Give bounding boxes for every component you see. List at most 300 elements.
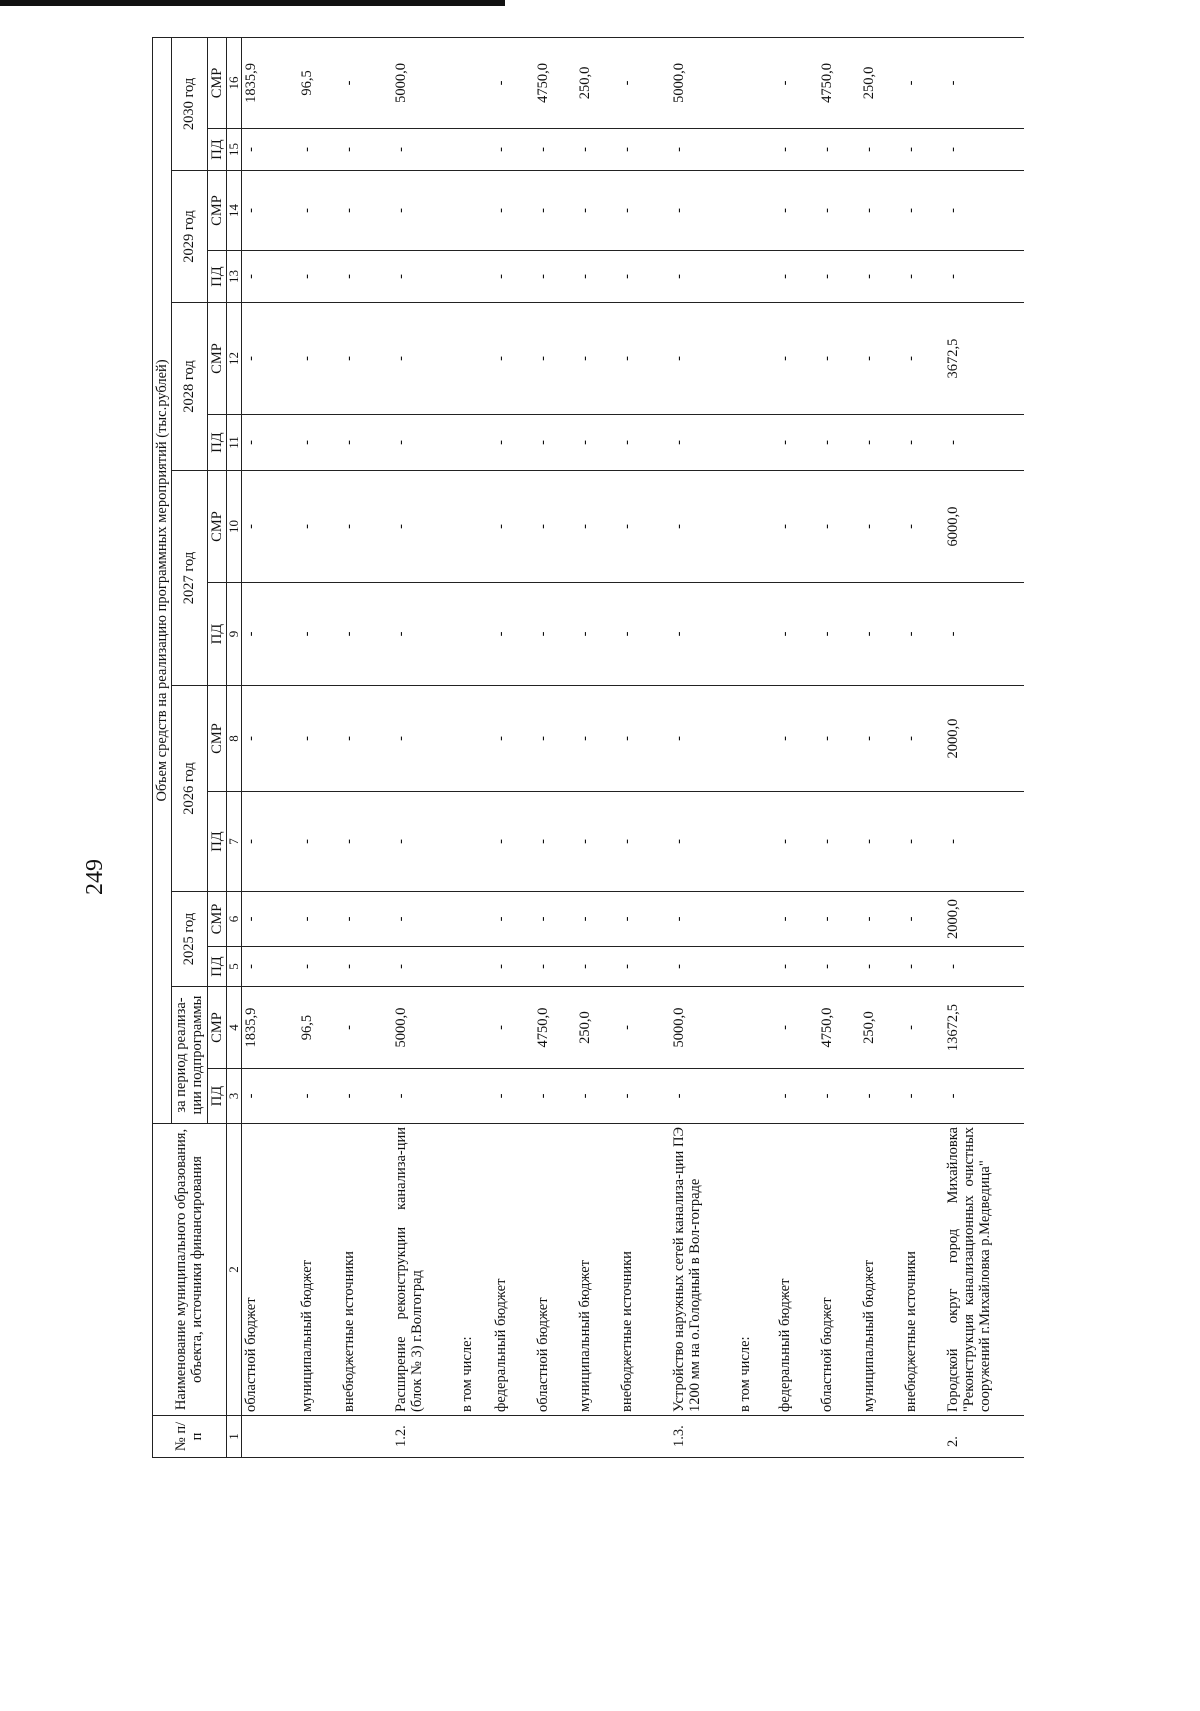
row-value-cell: - [902,415,944,471]
row-value-cell: 4750,0 [818,37,860,128]
row-value-cell: - [902,1069,944,1124]
row-value-cell: 4750,0 [534,37,576,128]
row-value-cell: - [576,892,618,947]
row-value-cell [736,129,776,171]
row-value-cell: - [860,686,902,792]
row-value-cell: - [340,686,392,792]
row-value-cell: - [242,171,298,251]
row-value-cell: - [576,686,618,792]
header-year: 2026 год [172,686,207,892]
row-number [298,1416,340,1458]
row-name: Городской округ город Михайловка "Реконструкция канализационных очистных сооружений г.Михайловка р.Медведица" [944,1124,1024,1416]
row-value-cell: - [576,471,618,583]
row-value-cell: - [818,171,860,251]
row-value-cell: - [670,303,736,415]
row-value-cell: - [902,947,944,987]
row-value-cell: - [576,129,618,171]
row-value-cell: - [392,129,458,171]
row-value-cell: - [818,892,860,947]
column-number: 12 [226,303,242,415]
column-number: 3 [226,1069,242,1124]
row-value-cell: - [340,129,392,171]
row-value-cell: - [340,303,392,415]
row-value-cell: - [776,686,818,792]
row-value-cell: - [534,1069,576,1124]
row-name: областной бюджет [534,1124,576,1416]
row-value-cell: - [492,947,534,987]
row-value-cell [458,792,492,892]
row-value-cell: - [618,686,670,792]
row-value-cell: - [618,1069,670,1124]
row-value-cell: - [944,583,1024,686]
column-number: 16 [226,37,242,128]
row-number: 1.2. [392,1416,458,1458]
row-value-cell: - [860,892,902,947]
row-value-cell: - [818,303,860,415]
row-value-cell: - [618,792,670,892]
column-number: 13 [226,251,242,303]
row-value-cell: - [818,471,860,583]
row-value-cell: - [492,1069,534,1124]
table-row [736,37,776,1457]
row-name: муниципальный бюджет [860,1124,902,1416]
row-value-cell [458,303,492,415]
header-name: Наименование муниципального образования, объекта, источники финансирования [153,1124,227,1416]
row-value-cell: - [776,1069,818,1124]
row-number [902,1416,944,1458]
row-name: Расширение реконструкции канализа-ции (блок № 3) г.Волгоград [392,1124,458,1416]
row-value-cell: - [392,303,458,415]
row-value-cell: - [860,792,902,892]
row-value-cell: - [340,37,392,128]
row-value-cell: - [298,583,340,686]
row-value-cell: - [618,303,670,415]
header-year: 2029 год [172,171,207,303]
row-value-cell: - [776,251,818,303]
row-value-cell: - [242,947,298,987]
row-value-cell [458,947,492,987]
row-value-cell: 4750,0 [534,987,576,1069]
row-value-cell: - [492,171,534,251]
row-value-cell: - [944,37,1024,128]
row-value-cell: - [340,987,392,1069]
row-value-cell: - [902,37,944,128]
table-row [392,37,458,1457]
row-value-cell [736,1069,776,1124]
row-value-cell: - [492,792,534,892]
row-name: в том числе: [736,1124,776,1416]
header-sub-pd: ПД [207,1069,226,1124]
header-year: 2028 год [172,303,207,471]
row-value-cell: - [392,471,458,583]
header-sub-smr: СМР [207,892,226,947]
row-value-cell: - [392,1069,458,1124]
row-value-cell: - [902,792,944,892]
row-value-cell: - [534,303,576,415]
row-value-cell: 5000,0 [392,987,458,1069]
row-value-cell: - [242,251,298,303]
row-value-cell: - [298,792,340,892]
row-number [776,1416,818,1458]
row-value-cell: 5000,0 [670,987,736,1069]
row-value-cell [458,37,492,128]
row-name: областной бюджет [818,1124,860,1416]
row-value-cell: - [392,686,458,792]
row-value-cell: - [618,471,670,583]
row-value-cell: - [242,129,298,171]
row-value-cell: - [298,686,340,792]
row-value-cell: - [392,947,458,987]
row-value-cell: - [860,947,902,987]
row-number: 2. [944,1416,1024,1458]
header-sub-pd: ПД [207,129,226,171]
column-number: 8 [226,686,242,792]
row-value-cell: - [392,415,458,471]
row-value-cell: - [818,792,860,892]
row-value-cell [736,471,776,583]
row-value-cell: - [818,686,860,792]
row-value-cell: - [776,987,818,1069]
table-row [776,37,818,1457]
row-value-cell: - [392,892,458,947]
row-number [736,1416,776,1458]
row-value-cell: 2000,0 [944,892,1024,947]
row-value-cell [458,1069,492,1124]
row-name: федеральный бюджет [492,1124,534,1416]
row-value-cell [736,792,776,892]
row-value-cell: - [776,171,818,251]
row-value-cell [736,251,776,303]
row-value-cell [736,303,776,415]
row-value-cell: 6000,0 [944,471,1024,583]
row-value-cell: - [534,471,576,583]
row-value-cell: - [618,251,670,303]
row-value-cell: - [340,251,392,303]
row-value-cell: - [492,987,534,1069]
row-value-cell: 13672,5 [944,987,1024,1069]
row-value-cell: - [576,415,618,471]
row-value-cell: - [576,171,618,251]
row-number [534,1416,576,1458]
row-value-cell [736,171,776,251]
row-value-cell: - [902,471,944,583]
row-value-cell: - [944,792,1024,892]
row-value-cell: - [576,1069,618,1124]
row-value-cell: 96,5 [298,987,340,1069]
row-value-cell: 5000,0 [392,37,458,128]
row-value-cell: - [818,583,860,686]
row-value-cell: - [670,686,736,792]
row-name: внебюджетные источники [340,1124,392,1416]
row-value-cell: - [298,892,340,947]
row-value-cell: - [242,415,298,471]
row-value-cell [458,415,492,471]
row-value-cell: - [944,1069,1024,1124]
row-value-cell: - [534,129,576,171]
row-value-cell: - [618,947,670,987]
row-value-cell: - [670,892,736,947]
row-value-cell: - [340,583,392,686]
row-value-cell: - [242,303,298,415]
row-value-cell: - [576,583,618,686]
row-value-cell: - [340,947,392,987]
row-value-cell: - [534,415,576,471]
column-number: 9 [226,583,242,686]
funding-table [152,37,1024,1458]
row-value-cell: - [618,892,670,947]
row-value-cell: 96,5 [298,37,340,128]
row-value-cell: - [860,583,902,686]
row-value-cell: - [242,686,298,792]
table-row [944,37,1024,1457]
row-value-cell: - [576,303,618,415]
row-value-cell: - [902,251,944,303]
row-value-cell: - [776,792,818,892]
header-sub-smr: СМР [207,303,226,415]
row-value-cell: - [534,892,576,947]
row-number [860,1416,902,1458]
row-value-cell: - [340,471,392,583]
row-value-cell: - [576,251,618,303]
row-value-cell: - [776,37,818,128]
table-row [818,37,860,1457]
row-value-cell [458,583,492,686]
column-number: 4 [226,987,242,1069]
page-number: 249 [82,859,108,895]
row-value-cell: - [776,892,818,947]
row-number [458,1416,492,1458]
row-number [818,1416,860,1458]
header-year: 2025 год [172,892,207,987]
row-value-cell [458,892,492,947]
row-value-cell: - [818,129,860,171]
row-value-cell: - [534,171,576,251]
row-value-cell: - [492,686,534,792]
row-value-cell: - [242,1069,298,1124]
row-value-cell: - [298,415,340,471]
row-name: муниципальный бюджет [298,1124,340,1416]
row-value-cell [458,686,492,792]
row-value-cell: - [576,947,618,987]
row-value-cell: - [860,471,902,583]
row-value-cell [736,686,776,792]
row-value-cell: - [298,947,340,987]
row-value-cell: - [534,792,576,892]
row-value-cell: - [944,415,1024,471]
row-value-cell: - [392,792,458,892]
row-value-cell: - [776,947,818,987]
row-value-cell [736,415,776,471]
row-value-cell: - [298,1069,340,1124]
header-year: 2030 год [172,37,207,170]
row-value-cell: - [860,251,902,303]
row-value-cell: - [860,171,902,251]
table-header [153,37,242,1457]
row-value-cell: - [492,303,534,415]
row-value-cell: - [534,583,576,686]
header-sub-pd: ПД [207,583,226,686]
row-value-cell: - [492,415,534,471]
table-row [458,37,492,1457]
header-sub-pd: ПД [207,415,226,471]
row-number [618,1416,670,1458]
row-value-cell: - [298,251,340,303]
row-value-cell: - [902,171,944,251]
table-row [534,37,576,1457]
row-value-cell [458,171,492,251]
row-name: Устройство наружных сетей канализа-ции ПЭ 1200 мм на о.Голодный в Вол-гограде [670,1124,736,1416]
header-sub-smr: СМР [207,987,226,1069]
row-value-cell: - [818,1069,860,1124]
table-row [242,37,298,1457]
header-sub-smr: СМР [207,686,226,792]
table-row [298,37,340,1457]
row-value-cell: - [944,171,1024,251]
column-number: 2 [226,1124,242,1416]
table-row [618,37,670,1457]
row-value-cell [736,892,776,947]
row-value-cell: - [776,129,818,171]
row-value-cell: - [902,987,944,1069]
row-name: внебюджетные источники [618,1124,670,1416]
row-value-cell: - [340,1069,392,1124]
column-number: 1 [226,1416,242,1458]
table-body [242,37,1024,1457]
row-value-cell [736,583,776,686]
row-value-cell: 4750,0 [818,987,860,1069]
row-value-cell [736,947,776,987]
table-row [902,37,944,1457]
row-value-cell: - [298,303,340,415]
row-value-cell: - [618,129,670,171]
row-value-cell: - [902,583,944,686]
column-number: 6 [226,892,242,947]
row-value-cell: - [242,471,298,583]
row-value-cell: - [534,947,576,987]
row-value-cell: - [534,686,576,792]
row-value-cell: 3672,5 [944,303,1024,415]
row-value-cell: - [670,471,736,583]
row-value-cell: - [776,303,818,415]
row-number [340,1416,392,1458]
row-number [576,1416,618,1458]
column-number: 15 [226,129,242,171]
row-value-cell [458,987,492,1069]
row-value-cell: 250,0 [576,37,618,128]
column-number: 5 [226,947,242,987]
row-value-cell: - [618,987,670,1069]
row-value-cell: - [818,415,860,471]
row-value-cell: - [670,792,736,892]
row-value-cell: - [670,171,736,251]
row-value-cell: - [298,471,340,583]
row-value-cell: - [492,129,534,171]
row-value-cell [458,129,492,171]
row-value-cell: 2000,0 [944,686,1024,792]
column-number: 10 [226,471,242,583]
row-value-cell: - [492,583,534,686]
row-value-cell: - [492,251,534,303]
row-value-cell: - [670,947,736,987]
row-value-cell [736,37,776,128]
row-name: областной бюджет [242,1124,298,1416]
header-no: № п/п [153,1416,227,1458]
row-number: 1.3. [670,1416,736,1458]
row-value-cell: - [944,251,1024,303]
row-value-cell: - [392,583,458,686]
row-value-cell: - [902,892,944,947]
row-value-cell: - [860,303,902,415]
row-value-cell: - [818,251,860,303]
row-value-cell: - [618,171,670,251]
header-sub-pd: ПД [207,792,226,892]
row-value-cell: - [492,892,534,947]
row-number [492,1416,534,1458]
row-value-cell [458,251,492,303]
header-sub-pd: ПД [207,947,226,987]
row-value-cell: - [902,129,944,171]
row-value-cell: - [902,686,944,792]
row-value-cell: - [618,583,670,686]
header-sub-smr: СМР [207,171,226,251]
row-value-cell: 250,0 [860,987,902,1069]
row-value-cell: - [670,129,736,171]
row-value-cell: - [392,251,458,303]
row-value-cell: 250,0 [576,987,618,1069]
row-value-cell: - [242,792,298,892]
table-row [576,37,618,1457]
row-value-cell: - [860,1069,902,1124]
header-sub-smr: СМР [207,471,226,583]
row-value-cell: - [860,415,902,471]
row-value-cell: - [492,37,534,128]
table-row [860,37,902,1457]
row-value-cell: - [492,471,534,583]
header-year: 2027 год [172,471,207,686]
table-row [670,37,736,1457]
row-value-cell: - [902,303,944,415]
row-value-cell: - [340,415,392,471]
row-value-cell: 250,0 [860,37,902,128]
row-value-cell: 1835,9 [242,37,298,128]
row-value-cell: 1835,9 [242,987,298,1069]
row-value-cell: - [534,251,576,303]
row-value-cell: - [776,471,818,583]
row-name: в том числе: [458,1124,492,1416]
row-value-cell: - [340,792,392,892]
header-volume: Объем средств на реализацию программных мероприятий (тыс.рублей) [153,37,172,1123]
row-value-cell: - [618,37,670,128]
row-value-cell: - [298,129,340,171]
table-row [492,37,534,1457]
row-value-cell: - [340,171,392,251]
row-value-cell: - [860,129,902,171]
row-name: федеральный бюджет [776,1124,818,1416]
row-value-cell [736,987,776,1069]
header-sub-smr: СМР [207,37,226,128]
row-value-cell: - [242,583,298,686]
row-value-cell: - [576,792,618,892]
row-value-cell: - [298,171,340,251]
row-value-cell: - [670,583,736,686]
row-name: муниципальный бюджет [576,1124,618,1416]
row-value-cell: - [670,1069,736,1124]
table-row [340,37,392,1457]
row-number [242,1416,298,1458]
row-value-cell: - [944,129,1024,171]
row-value-cell [458,471,492,583]
column-number: 11 [226,415,242,471]
